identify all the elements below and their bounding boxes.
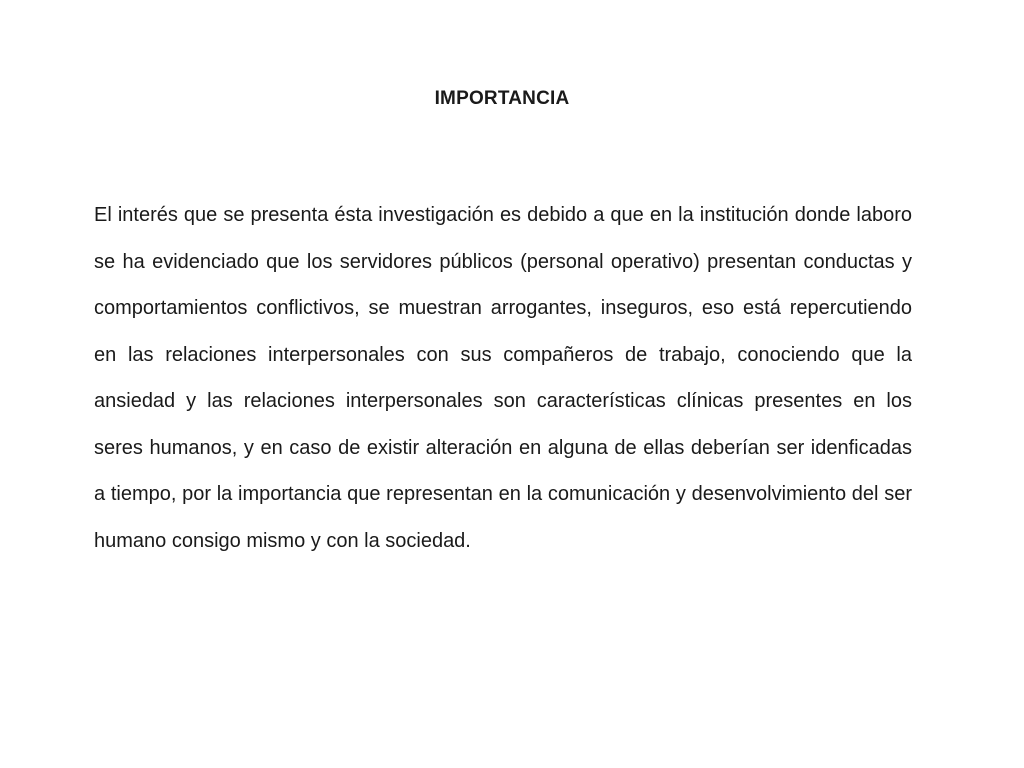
slide-title: IMPORTANCIA	[434, 88, 570, 109]
slide-body-paragraph: El interés que se presenta ésta investigación es debido a que en la institución donde laboro se ha evidenciado que los servidores públicos (personal operativo) presentan conductas y comportamientos conflictivos, se muestran arrogantes, inseguros, eso está repercutiendo en las relaciones interpersonales con sus compañeros de trabajo, conociendo que la ansiedad y las relaciones interpersonales son características clínicas presentes en los seres humanos, y en caso de existir alteración en alguna de ellas deberían ser idenficadas a tiempo, por la importancia que representan en la comunicación y desenvolvimiento del ser humano consigo mismo y con la sociedad.	[94, 204, 912, 552]
